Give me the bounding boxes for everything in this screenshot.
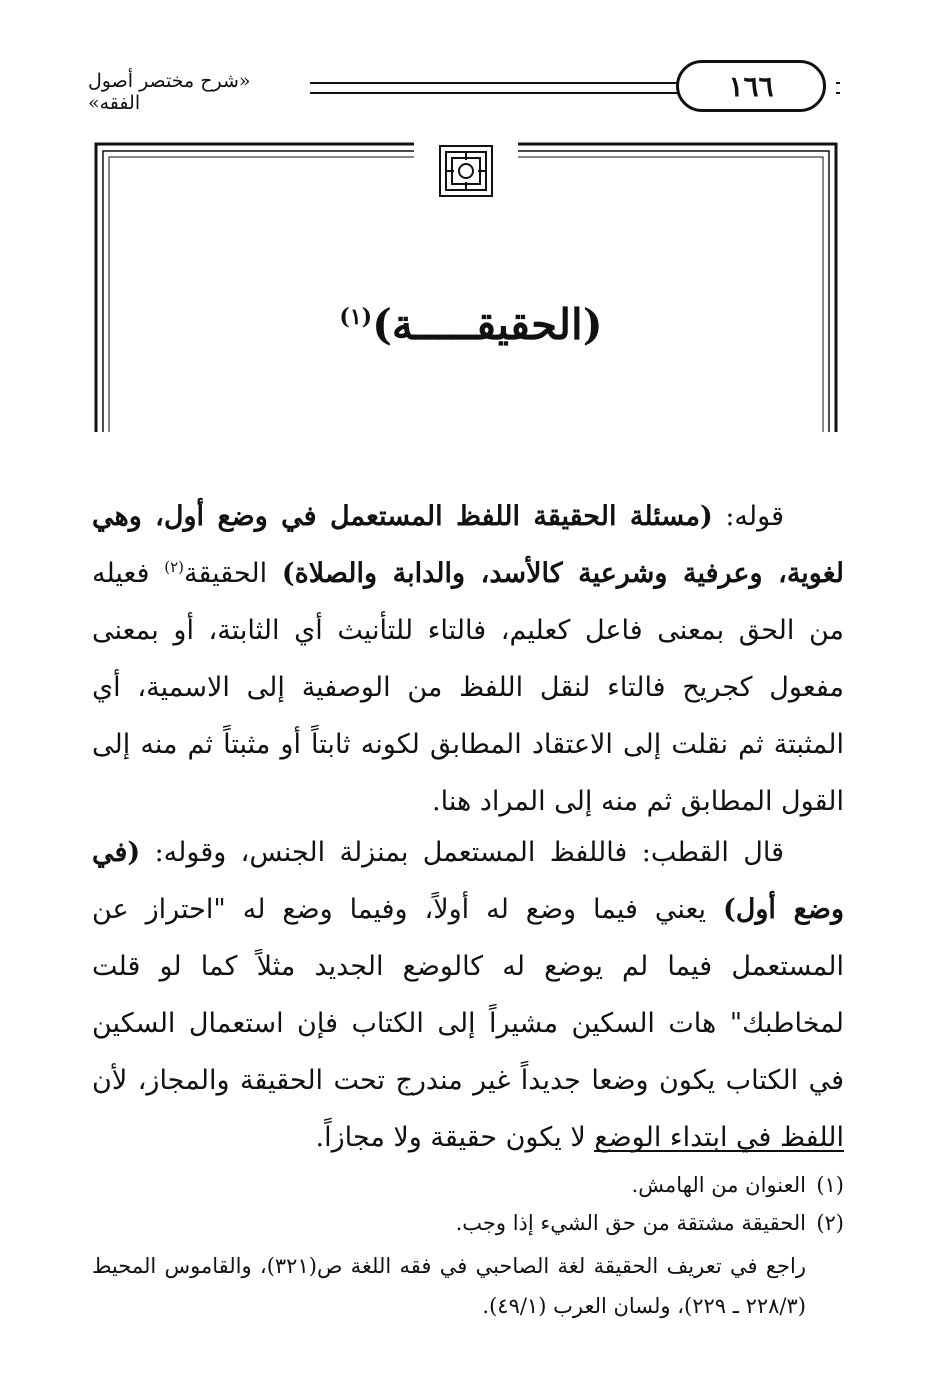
footnote-2 — [92, 1204, 844, 1242]
footnotes — [92, 1166, 844, 1326]
footnote-separator — [594, 1150, 844, 1152]
page-number: ١٦٦ — [676, 60, 826, 112]
running-title: «شرح مختصر أصول الفقه» — [88, 70, 251, 114]
p2-lead: قال القطب: فاللفظ المستعمل بمنزلة الجنس، وقوله: — [140, 837, 784, 868]
p1-lead: قوله: — [712, 501, 784, 532]
footnote-1 — [92, 1166, 844, 1204]
paragraph-1 — [92, 488, 844, 830]
footnote-2-text: الحقيقة مشتقة من حق الشيء إذا وجب. — [455, 1211, 806, 1235]
page-header — [88, 60, 840, 120]
chapter-title-text: (الحقيقـــــة) — [372, 300, 603, 349]
footnote-2-continuation: راجع في تعريف الحقيقة لغة الصاحبي في فقه اللغة ص(٣٢١)، والقاموس المحيط (٢٢٨/٣ ـ ٢٢٩)، ولسان العرب (٤٩/١). — [92, 1254, 806, 1318]
title-frame — [94, 142, 838, 432]
p1-middle: الحقيقة — [184, 558, 282, 589]
chapter-title — [0, 300, 942, 349]
p2-rest: يعني فيما وضع له أولاً، وفيما وضع له "احتراز عن المستعمل فيما لم يوضع له كالوضع الجديد مثلاً كما لو قلت لمخاطبك" هات السكين مشيراً إلى الكتاب فإن استعمال السكين في الكتاب يكون وضعا جديداً غير مندرج تحت الحقيقة والمجاز، لأن اللفظ في ابتداء الوضع لا يكون حقيقة ولا مجازاً. — [92, 894, 844, 1153]
paragraph-2 — [92, 824, 844, 1166]
footnote-1-text: العنوان من الهامش. — [631, 1173, 806, 1197]
header-rule-right — [836, 82, 840, 94]
p1-bold-quote: (مسئلة الحقيقة اللفظ المستعمل في وضع أول، وهي لغوية، وعرفية وشرعية كالأسد، والدابة والصلاة) — [92, 501, 845, 589]
footnote-1-number: (١) — [816, 1173, 844, 1197]
p1-footnote-ref: (٢) — [164, 558, 185, 576]
p1-rest: فعيله من الحق بمعنى فاعل كعليم، فالتاء للتأنيث أي الثابتة، أو بمعنى مفعول كجريح فالتاء لنقل اللفظ من الوصفية إلى الاسمية، أي المثبتة ثم نقلت إلى الاعتقاد المطابق لكونه ثابتاً أو مثبتاً ثم منه إلى القول المطابق ثم منه إلى المراد هنا. — [92, 558, 844, 817]
footnote-2-number: (٢) — [816, 1211, 844, 1235]
p2-bold-quote: (في وضع أول) — [92, 837, 844, 925]
title-footnote-ref: (١) — [339, 304, 373, 330]
geometric-knot-icon — [440, 146, 492, 196]
frame-border — [94, 142, 838, 432]
